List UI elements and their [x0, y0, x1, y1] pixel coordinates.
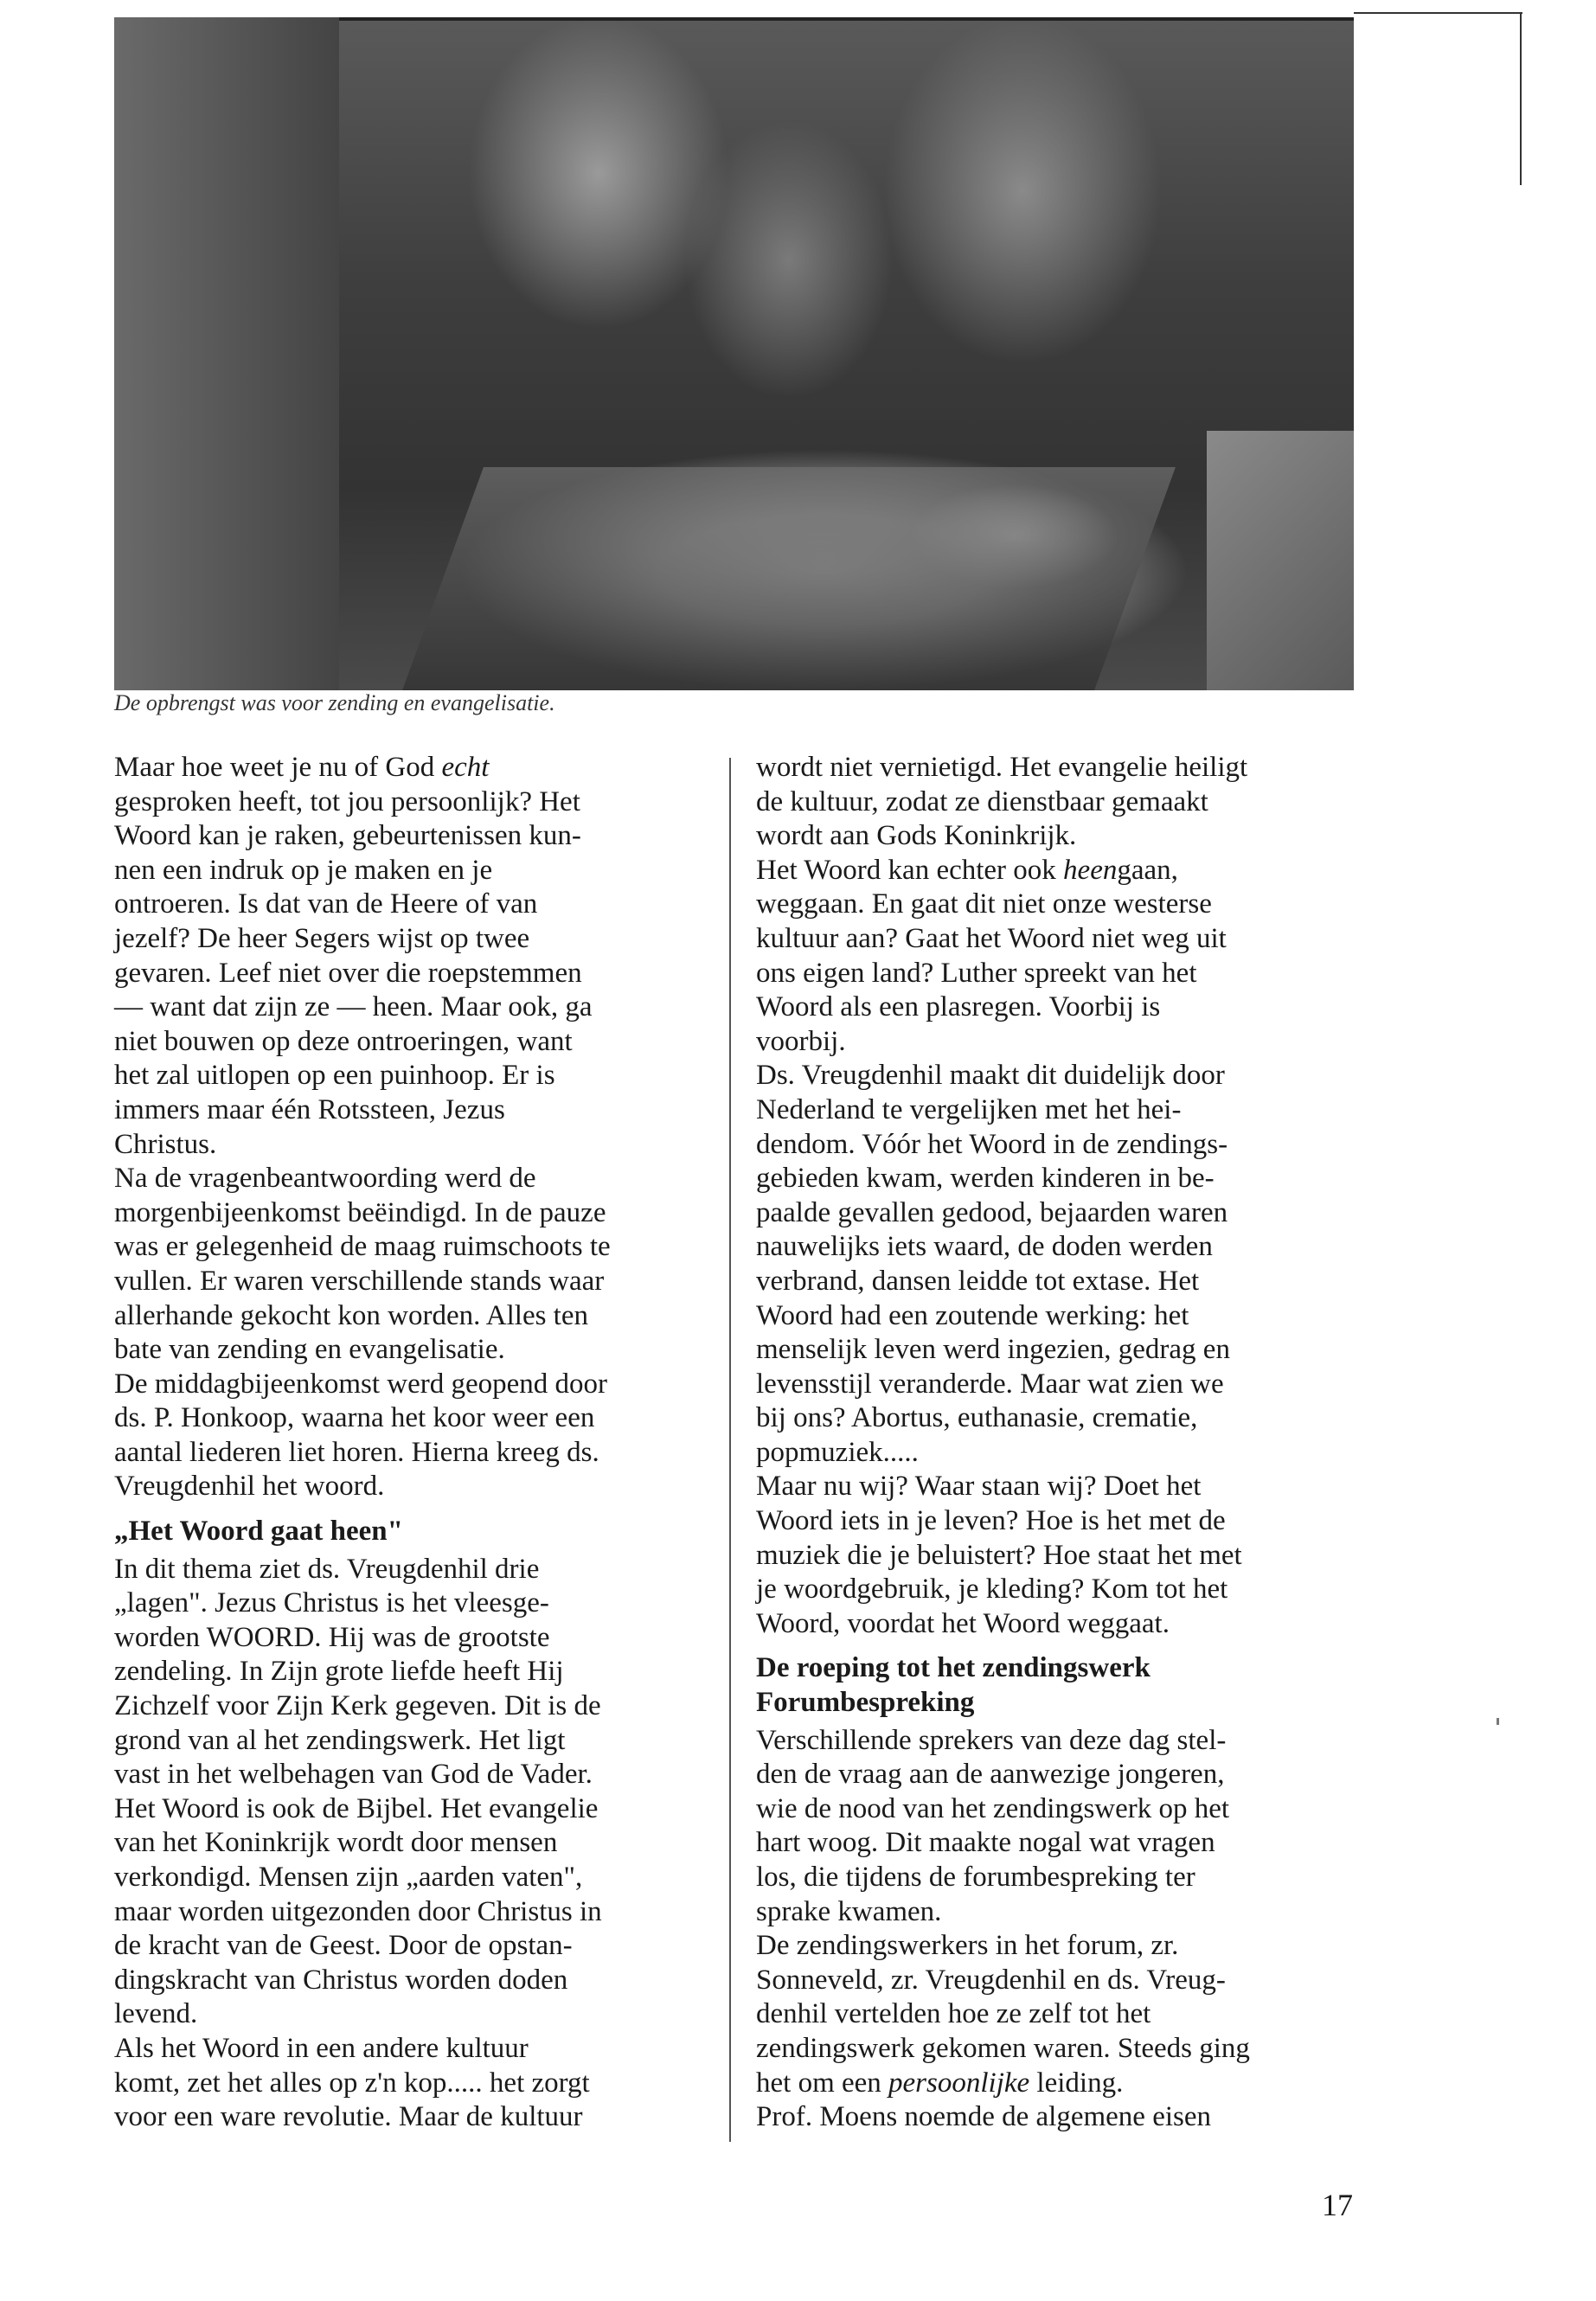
photo-young-people-at-table — [114, 17, 1354, 690]
text-line: Als het Woord in een andere kultuur — [114, 2032, 529, 2064]
text-line: de kultuur, zodat ze dienstbaar gemaakt — [756, 785, 1208, 817]
text-line: denhil vertelden hoe ze zelf tot het — [756, 1998, 1151, 2030]
text-line: allerhande gekocht kon worden. Alles ten — [114, 1299, 588, 1331]
text-line: muziek die je beluistert? Hoe staat het met — [756, 1539, 1242, 1571]
text-segment: het om een — [756, 2067, 889, 2099]
page-corner-rule — [1354, 12, 1522, 14]
text-line: ontroeren. Is dat van de Heere of van — [114, 888, 538, 920]
text-line: Woord, voordat het Woord weggaat. — [756, 1607, 1170, 1639]
text-line: Woord iets in je leven? Hoe is het met de — [756, 1505, 1226, 1537]
italic-emphasis: persoonlijke — [888, 2067, 1030, 2099]
column-divider — [729, 758, 731, 2142]
text-line: ds. P. Honkoop, waarna het koor weer een — [114, 1402, 595, 1434]
italic-emphasis: echt — [441, 752, 490, 783]
heading-spacer — [114, 1504, 720, 1515]
text-line: immers maar één Rotssteen, Jezus — [114, 1093, 505, 1125]
text-line: was er gelegenheid de maag ruimschoots te — [114, 1231, 611, 1263]
text-line — [756, 2067, 1362, 2101]
text-line: Maar nu wij? Waar staan wij? Doet het — [756, 1471, 1202, 1503]
text-line: voorbij. — [756, 1025, 846, 1057]
text-line: Zichzelf voor Zijn Kerk gegeven. Dit is de — [114, 1690, 601, 1722]
text-segment: gaan, — [1117, 854, 1178, 886]
text-line: Verschillende sprekers van deze dag stel- — [756, 1724, 1227, 1756]
article-right-column — [756, 751, 1362, 2135]
text-line: popmuziek..... — [756, 1436, 919, 1468]
page-edge-rule — [1520, 12, 1522, 185]
text-line: den de vraag aan de aanwezige jongeren, — [756, 1759, 1225, 1791]
text-line: zendeling. In Zijn grote liefde heeft Hij — [114, 1656, 564, 1688]
text-line: sprake kwamen. — [756, 1895, 942, 1927]
text-line: De zendingswerkers in het forum, zr. — [756, 1930, 1179, 1962]
text-line: levensstijl veranderde. Maar wat zien we — [756, 1368, 1224, 1400]
text-line: levend. — [114, 1998, 198, 2030]
text-line: morgenbijeenkomst beëindigd. In de pauze — [114, 1196, 606, 1228]
text-line: wordt niet vernietigd. Het evangelie heiligt — [756, 752, 1248, 783]
section-heading: De roeping tot het zendingswerk — [756, 1652, 1151, 1684]
text-line: grond van al het zendingswerk. Het ligt — [114, 1724, 566, 1756]
text-line: los, die tijdens de forumbespreking ter — [756, 1862, 1195, 1893]
text-line: zendingswerk gekomen waren. Steeds ging — [756, 2032, 1250, 2064]
text-line: gebieden kwam, werden kinderen in be- — [756, 1163, 1215, 1195]
text-line: ons eigen land? Luther spreekt van het — [756, 957, 1197, 989]
text-line: Na de vragenbeantwoording werd de — [114, 1163, 536, 1195]
text-segment: leiding. — [1029, 2067, 1124, 2099]
text-line: Woord als een plasregen. Voorbij is — [756, 991, 1161, 1023]
text-line: dingskracht van Christus worden doden — [114, 1964, 568, 1996]
photo-wall — [114, 17, 339, 690]
text-line: het zal uitlopen op een puinhoop. Er is — [114, 1060, 555, 1092]
text-line: Vreugdenhil het woord. — [114, 1471, 385, 1503]
italic-emphasis: heen — [1063, 854, 1118, 886]
article-left-column — [114, 751, 720, 2135]
text-line: Christus. — [114, 1128, 217, 1160]
photo-caption: De opbrengst was voor zending en evangelisatie. — [114, 690, 555, 715]
text-line: bij ons? Abortus, euthanasie, crematie, — [756, 1402, 1198, 1434]
text-line: Ds. Vreugdenhil maakt dit duidelijk door — [756, 1060, 1225, 1092]
text-line: nauwelijks iets waard, de doden werden — [756, 1231, 1213, 1263]
page-number: 17 — [1322, 2188, 1353, 2222]
text-line: gevaren. Leef niet over die roepstemmen — [114, 957, 582, 989]
text-line: paalde gevallen gedood, bejaarden waren — [756, 1196, 1228, 1228]
text-line: aantal liederen liet horen. Hierna kreeg ds. — [114, 1436, 599, 1468]
text-line: dendom. Vóór het Woord in de zendings- — [756, 1128, 1228, 1160]
heading-spacer — [756, 1641, 1362, 1651]
text-line: De middagbijeenkomst werd geopend door — [114, 1368, 608, 1400]
text-line: verkondigd. Mensen zijn „aarden vaten", — [114, 1862, 583, 1893]
text-line: In dit thema ziet ds. Vreugdenhil drie — [114, 1553, 540, 1585]
text-segment: Maar hoe weet je nu of God — [114, 752, 442, 783]
text-line: worden WOORD. Hij was de grootste — [114, 1621, 550, 1653]
text-line: gesproken heeft, tot jou persoonlijk? Het — [114, 785, 580, 817]
text-line: Sonneveld, zr. Vreugdenhil en ds. Vreug- — [756, 1964, 1226, 1996]
text-line: van het Koninkrijk wordt door mensen — [114, 1827, 558, 1859]
text-line: Prof. Moens noemde de algemene eisen — [756, 2101, 1212, 2133]
text-line: hart woog. Dit maakte nogal wat vragen — [756, 1827, 1215, 1859]
text-line: Nederland te vergelijken met het hei- — [756, 1093, 1182, 1125]
section-heading: Forumbespreking — [756, 1687, 975, 1719]
text-line: jezelf? De heer Segers wijst op twee — [114, 922, 530, 954]
text-line: Woord kan je raken, gebeurtenissen kun- — [114, 820, 581, 852]
text-line: de kracht van de Geest. Door de opstan- — [114, 1930, 573, 1962]
text-line: — want dat zijn ze — heen. Maar ook, ga — [114, 991, 593, 1023]
text-line: Het Woord is ook de Bijbel. Het evangelie — [114, 1792, 599, 1824]
section-heading: „Het Woord gaat heen" — [114, 1516, 403, 1548]
text-line: wie de nood van het zendingswerk op het — [756, 1792, 1230, 1824]
text-line: niet bouwen op deze ontroeringen, want — [114, 1025, 573, 1057]
text-line: wordt aan Gods Koninkrijk. — [756, 820, 1077, 852]
scan-speck — [1497, 1718, 1499, 1725]
text-segment: Het Woord kan echter ook — [756, 854, 1064, 886]
text-line: voor een ware revolutie. Maar de kultuur — [114, 2101, 583, 2133]
text-line: vast in het welbehagen van God de Vader. — [114, 1759, 593, 1791]
text-line: maar worden uitgezonden door Christus in — [114, 1895, 602, 1927]
text-line: nen een indruk op je maken en je — [114, 854, 493, 886]
text-line: verbrand, dansen leidde tot extase. Het — [756, 1265, 1200, 1297]
text-line: komt, zet het alles op z'n kop..... het zorgt — [114, 2067, 590, 2099]
text-line — [114, 751, 720, 785]
text-line: kultuur aan? Gaat het Woord niet weg uit — [756, 922, 1227, 954]
photo-table-with-items — [402, 467, 1176, 690]
text-line: bate van zending en evangelisatie. — [114, 1334, 505, 1366]
text-line: Woord had een zoutende werking: het — [756, 1299, 1189, 1331]
text-line: je woordgebruik, je kleding? Kom tot het — [756, 1574, 1228, 1606]
photo-chair — [1207, 431, 1354, 690]
text-line: vullen. Er waren verschillende stands waar — [114, 1265, 605, 1297]
text-line: weggaan. En gaat dit niet onze westerse — [756, 888, 1212, 920]
text-line — [756, 854, 1362, 888]
text-line: „lagen". Jezus Christus is het vleesge- — [114, 1587, 549, 1619]
text-line: menselijk leven werd ingezien, gedrag en — [756, 1334, 1230, 1366]
